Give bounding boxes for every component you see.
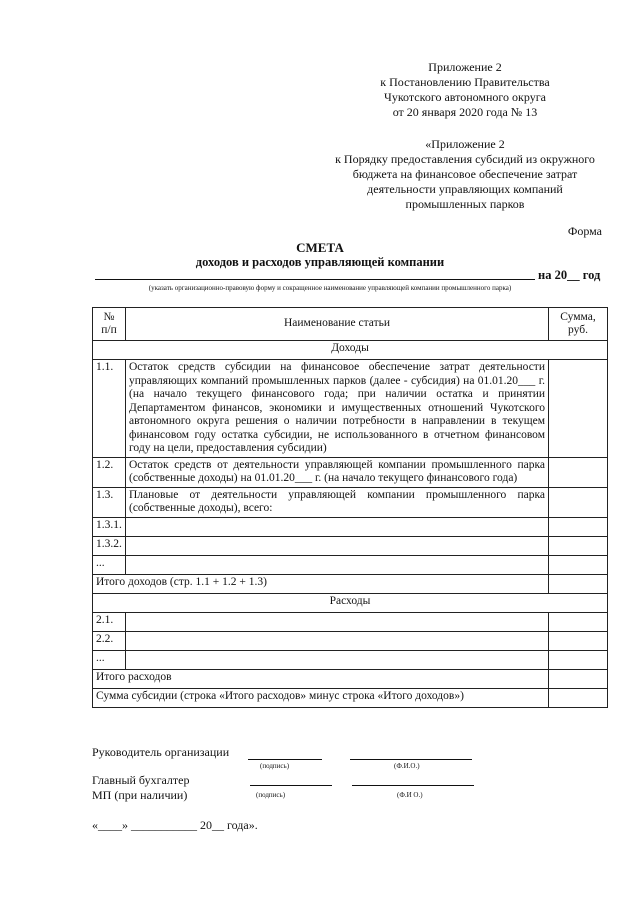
table-row	[93, 555, 608, 574]
row-text-cell[interactable]	[126, 650, 549, 669]
row-number: ...	[93, 555, 126, 574]
row-number: ...	[93, 650, 126, 669]
document-subtitle: доходов и расходов управляющей компании	[195, 255, 445, 269]
date-line: «____» ___________ 20__ года».	[92, 818, 258, 832]
row-text-cell[interactable]	[126, 631, 549, 650]
row-number: 1.3.2.	[93, 536, 126, 555]
row-sum-cell[interactable]	[549, 487, 608, 517]
form-label: Форма	[567, 224, 602, 238]
document-title: СМЕТА	[296, 240, 344, 255]
row-text-cell[interactable]	[126, 555, 549, 574]
row-text-cell[interactable]	[126, 517, 549, 536]
order-line-4: деятельности управляющих компаний	[367, 182, 563, 196]
organization-hint: (указать организационно-правовую форму и сокращенное наименование управляющей компании промышленного парка)	[148, 284, 512, 292]
row-sum-cell[interactable]	[549, 517, 608, 536]
subsidy-sum-row	[93, 688, 608, 707]
order-line-1: «Приложение 2	[425, 137, 505, 151]
accountant-fio-hint: (Ф.И О.)	[397, 791, 423, 799]
row-sum-cell[interactable]	[549, 612, 608, 631]
row-sum-cell[interactable]	[549, 457, 608, 487]
estimate-table	[92, 307, 608, 708]
row-number: 1.1.	[93, 360, 126, 458]
row-number: 1.3.1.	[93, 517, 126, 536]
table-row	[93, 650, 608, 669]
total-income-sum[interactable]	[549, 574, 608, 593]
row-text-cell[interactable]	[126, 536, 549, 555]
row-sum-cell[interactable]	[549, 631, 608, 650]
appendix-line-2: к Постановлению Правительства	[380, 75, 550, 89]
row-number: 2.2.	[93, 631, 126, 650]
total-expense-label: Итого расходов	[93, 669, 549, 688]
row-text: Плановые от деятельности управляющей компании промышленного парка (собственные доходы), всего:	[126, 487, 549, 517]
appendix-line-3: Чукотского автономного округа	[384, 90, 546, 104]
header-number: № п/п	[93, 308, 126, 341]
order-line-5: промышленных парков	[405, 197, 525, 211]
table-header-row	[93, 308, 608, 341]
total-income-row	[93, 574, 608, 593]
order-appendix-block	[300, 137, 630, 212]
section-row-income	[93, 341, 608, 360]
header-sum: Сумма, руб.	[549, 308, 608, 341]
row-number: 2.1.	[93, 612, 126, 631]
header-name: Наименование статьи	[126, 308, 549, 341]
row-sum-cell[interactable]	[549, 650, 608, 669]
row-text: Остаток средств субсидии на финансовое обеспечение затрат деятельности управляющих компаний промышленных парков (далее - субсидия) на 01.01.20___ г. (на начало текущего финансового года; при наличии остатка и принятии Департаментом финансов, экономики и имущественных отношений Чукотского автономного округа решения о наличии потребности в направлении в текущем финансовом году остатка субсидии, не использованного в отчетном финансовом году на цели, предоставления субсидии)	[126, 360, 549, 458]
total-expense-row	[93, 669, 608, 688]
table-row	[93, 360, 608, 458]
row-number: 1.3.	[93, 487, 126, 517]
subsidy-sum-value[interactable]	[549, 688, 608, 707]
row-text: Остаток средств от деятельности управляющей компании промышленного парка (собственные доходы) на 01.01.20___ г. (на начало текущего финансового года)	[126, 457, 549, 487]
section-income: Доходы	[93, 341, 608, 360]
accountant-signature-hint: (подпись)	[256, 791, 286, 799]
section-expense: Расходы	[93, 593, 608, 612]
table-row	[93, 612, 608, 631]
table-row	[93, 457, 608, 487]
section-row-expense	[93, 593, 608, 612]
stamp-label: МП (при наличии)	[92, 788, 188, 802]
organization-name-line	[95, 266, 535, 280]
appendix-line-1: Приложение 2	[428, 60, 502, 74]
accountant-fio-line[interactable]	[352, 773, 474, 786]
accountant-label: Главный бухгалтер	[92, 773, 190, 787]
row-number: 1.2.	[93, 457, 126, 487]
order-line-3: бюджета на финансовое обеспечение затрат	[352, 167, 578, 181]
subsidy-sum-label: Сумма субсидии (строка «Итого расходов» минус строка «Итого доходов»)	[93, 688, 549, 707]
head-signature-line[interactable]	[248, 745, 322, 760]
total-expense-sum[interactable]	[549, 669, 608, 688]
head-fio-line[interactable]	[350, 745, 472, 760]
table-row	[93, 487, 608, 517]
row-sum-cell[interactable]	[549, 360, 608, 458]
head-signature-hint: (подпись)	[260, 762, 290, 770]
head-fio-hint: (Ф.И.О.)	[394, 762, 420, 770]
total-income-label: Итого доходов (стр. 1.1 + 1.2 + 1.3)	[93, 574, 549, 593]
appendix-block	[300, 60, 630, 120]
appendix-line-4: от 20 января 2020 года № 13	[392, 105, 538, 119]
table-row	[93, 631, 608, 650]
accountant-signature-line[interactable]	[250, 773, 332, 786]
table-row	[93, 536, 608, 555]
row-sum-cell[interactable]	[549, 536, 608, 555]
head-label: Руководитель организации	[92, 745, 230, 759]
row-sum-cell[interactable]	[549, 555, 608, 574]
table-row	[93, 517, 608, 536]
year-label: на 20__ год	[538, 268, 601, 282]
order-line-2: к Порядку предоставления субсидий из окружного	[335, 152, 595, 166]
row-text-cell[interactable]	[126, 612, 549, 631]
